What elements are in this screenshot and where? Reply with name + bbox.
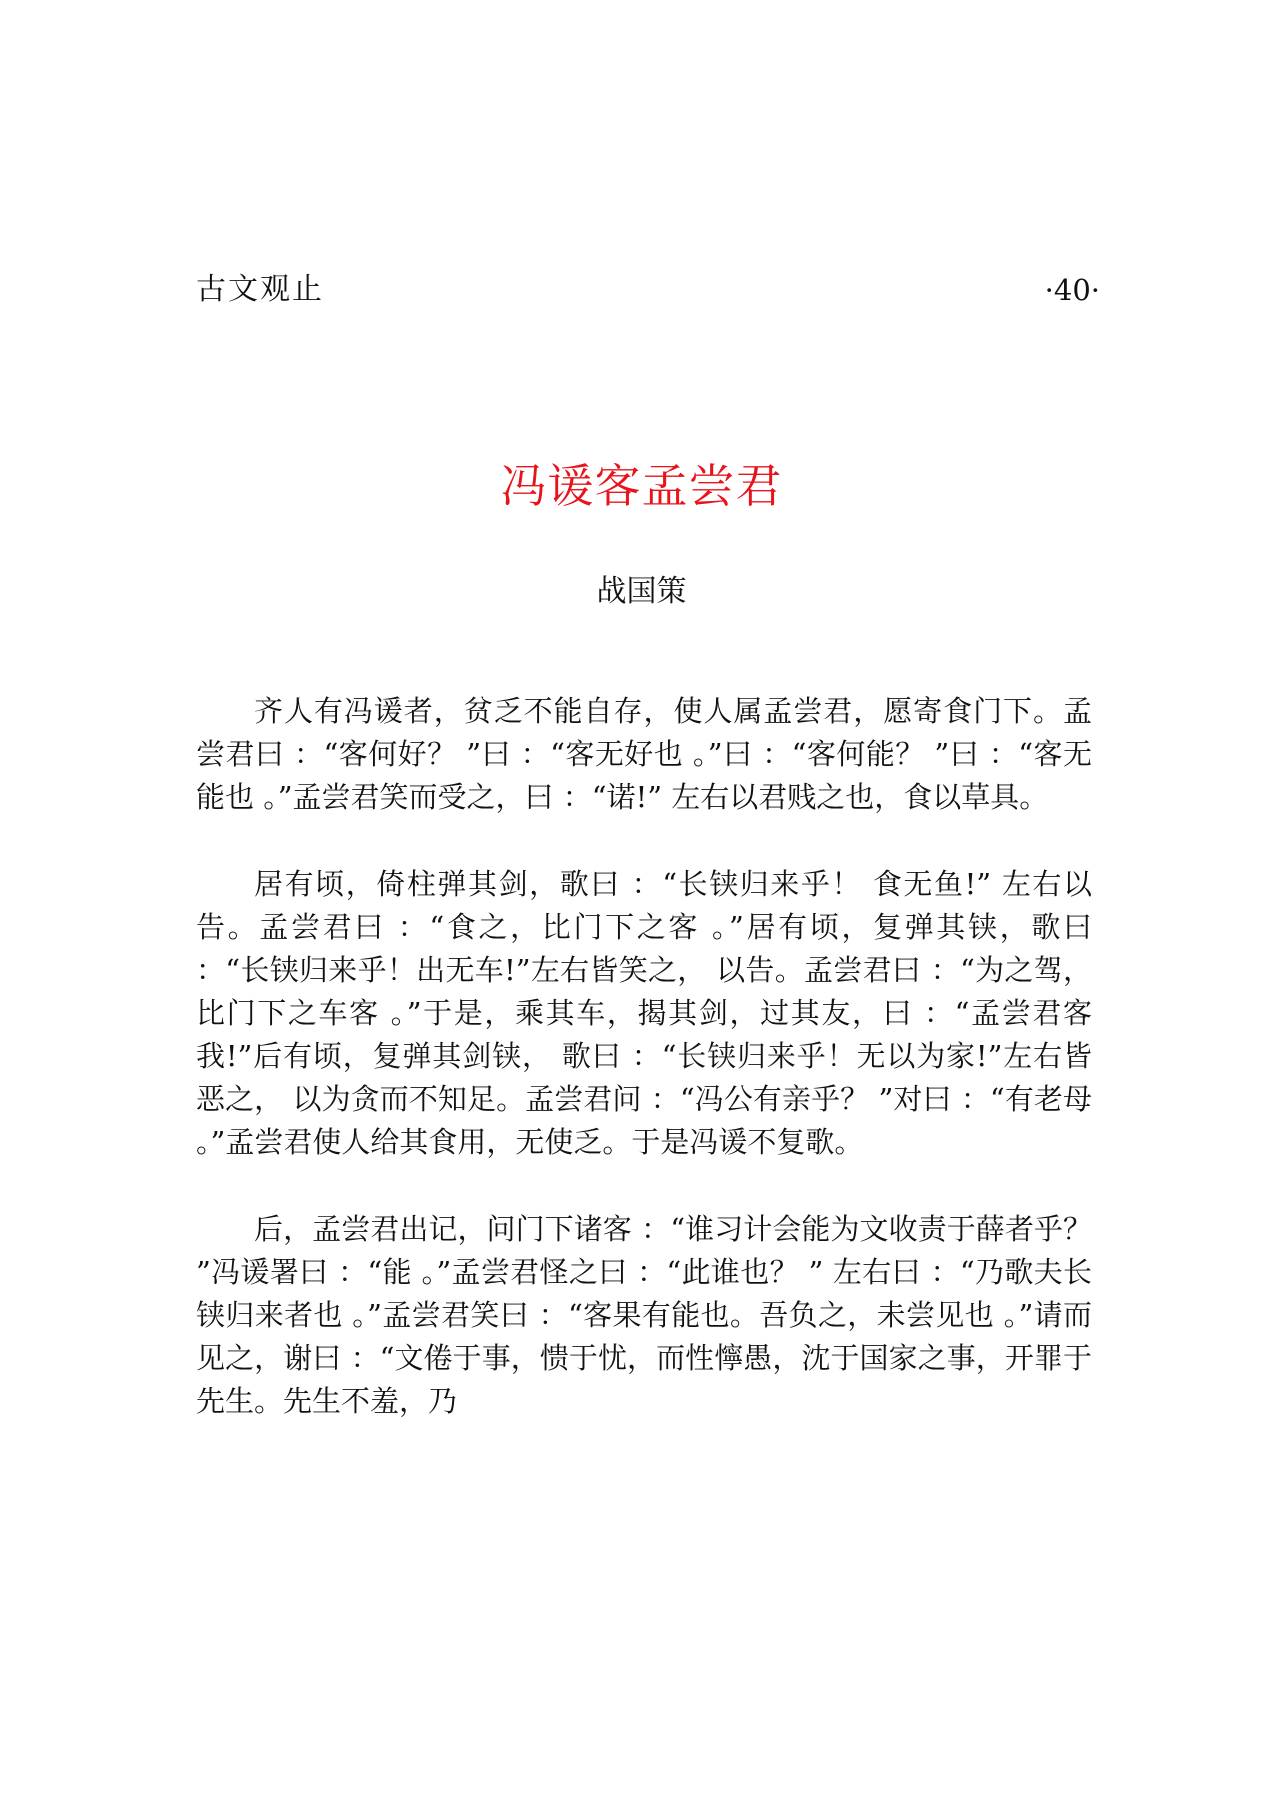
article-title: 冯谖客孟尝君 [500,459,783,513]
paragraph-2: 居有顷，倚柱弹其剑，歌曰 ：“长铗归来乎！ 食无鱼!” 左右以告。孟尝君曰 ：“食之，比门下之客 。”居有顷，复弹其铗，歌曰 ：“长铗归来乎！出无车!”左右皆笑之， 以告。孟尝君曰 ：“为之驾，比门下之车客 。”于是，乘其车，揭其剑，过其友，曰 ：“孟尝君客我!”后有顷，复弹其剑铗， 歌曰 ：“长铗归来乎！无以为家!”左右皆恶之， 以为贪而不知足。孟尝君问 ：“冯公有亲乎？ ”对曰 ：“有老母 。”孟尝君使人给其食用，无使乏。于是冯谖不复歌。 [196,867,1092,1159]
book-title: 古文观止 [196,272,324,307]
article-source: 战国策 [596,574,687,609]
article-body [196,690,1092,1467]
page-header [196,270,1100,310]
paragraph-1: 齐人有冯谖者，贫乏不能自存，使人属孟尝君，愿寄食门下。孟尝君曰 ：“客何好？ ”曰 ：“客无好也 。”曰 ：“客何能？ ”曰 ：“客无能也 。”孟尝君笑而受之，曰 ：“诺!” 左右以君贱之也，食以草具。 [196,694,1092,814]
paragraph-3: 后，孟尝君出记，问门下诸客 ：“谁习计会能为文收责于薛者乎？ ”冯谖署曰 ：“能 。”孟尝君怪之曰 ：“此谁也？ ” 左右曰 ：“乃歌夫长铗归来者也 。”孟尝君笑曰 ：“客果有能也。吾负之，未尝见也 。”请而见之，谢曰 ：“文倦于事，愦于忧，而性懧愚，沈于国家之事，开罪于先生。先生不羞，乃 [196,1212,1092,1418]
page-number: ·40· [1044,273,1100,307]
